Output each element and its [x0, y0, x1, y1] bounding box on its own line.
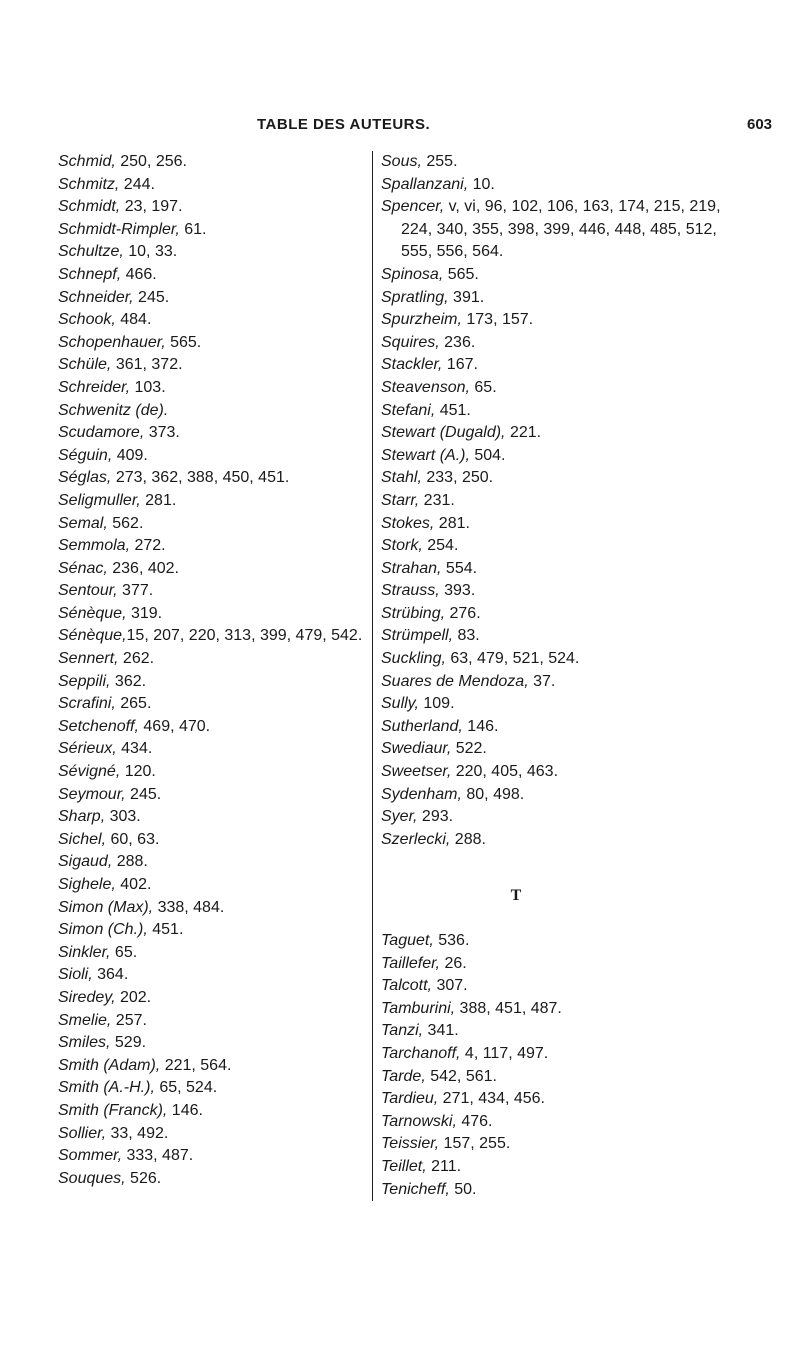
index-entry — [381, 1020, 721, 1043]
index-entry — [58, 693, 368, 716]
author-name: Schmitz, — [58, 175, 120, 193]
author-name: Tardieu, — [381, 1090, 439, 1108]
author-name: Teissier, — [381, 1135, 440, 1153]
author-name: Seymour, — [58, 785, 126, 803]
page-references: 402. — [115, 876, 152, 893]
page-references: 236. — [439, 333, 476, 351]
page-references: 231. — [419, 491, 455, 509]
index-entry — [381, 513, 721, 536]
index-entry — [58, 942, 368, 965]
index-entry — [58, 513, 368, 536]
author-name: Sighele, — [58, 876, 116, 893]
index-entry — [381, 784, 721, 807]
author-name: Tarchanoff, — [381, 1044, 461, 1062]
author-name: Scudamore, — [58, 424, 145, 442]
index-section-t — [381, 930, 721, 1201]
author-name: Taguet, — [381, 932, 434, 949]
page-references: 307. — [432, 977, 468, 995]
author-name: Squires, — [381, 333, 440, 351]
index-entry — [381, 400, 721, 423]
page-references: 362. — [110, 672, 147, 690]
author-name: Tarnowski, — [381, 1112, 457, 1130]
page-references: 388, 451, 487. — [455, 999, 562, 1017]
index-section-s — [381, 151, 721, 851]
author-name: Sénac, — [58, 559, 108, 577]
page-references: 63, 479, 521, 524. — [445, 650, 580, 668]
index-entry — [58, 558, 368, 581]
index-entry — [58, 1100, 368, 1123]
index-entry — [381, 1133, 721, 1156]
author-name: Steavenson, — [381, 378, 470, 396]
index-entry — [58, 897, 368, 920]
author-name: Schopenhauer, — [58, 333, 166, 351]
author-name: Smith (Adam), — [58, 1056, 161, 1074]
page-references: 4, 117, 497. — [460, 1044, 549, 1062]
page-references: 50. — [449, 1180, 477, 1198]
author-name: Schnepf, — [58, 265, 122, 283]
page-references: 37. — [528, 672, 556, 690]
page-references: 65. — [110, 943, 138, 961]
author-name: Séglas, — [58, 469, 112, 487]
author-name: Setchenoff, — [58, 717, 139, 735]
author-name: Schwenitz (de). — [58, 401, 169, 419]
author-name: Tarde, — [381, 1067, 426, 1085]
author-name: Sydenham, — [381, 785, 462, 803]
page-references: 276. — [445, 604, 481, 622]
index-entry — [58, 241, 368, 264]
index-entry — [58, 716, 368, 739]
page-references: 167. — [442, 356, 478, 374]
author-name: Strauss, — [381, 582, 440, 600]
page-references: 33, 492. — [106, 1124, 169, 1142]
author-name: Schultze, — [58, 243, 124, 261]
page-references: 451. — [147, 921, 184, 939]
page-references: 272. — [130, 537, 166, 555]
author-name: Sigaud, — [58, 853, 113, 871]
author-name: Simon (Max), — [58, 898, 154, 916]
index-entry — [381, 953, 721, 976]
index-entry — [381, 467, 721, 490]
index-entry — [58, 1145, 368, 1168]
index-entry — [58, 400, 368, 423]
page-references: 536. — [433, 932, 470, 949]
page-references: 221, 564. — [160, 1056, 232, 1074]
page-references: 364. — [92, 966, 129, 984]
author-name: Sollier, — [58, 1124, 107, 1142]
index-entry — [58, 738, 368, 761]
page-references: 341. — [423, 1022, 459, 1040]
author-name: Sommer, — [58, 1147, 123, 1165]
author-name: Stackler, — [381, 356, 443, 374]
index-entry — [381, 445, 721, 468]
index-entry — [381, 930, 721, 953]
author-name: Sénèque, — [58, 604, 127, 622]
page-references: 255. — [421, 153, 458, 170]
author-name: Sinkler, — [58, 943, 111, 961]
index-entry — [58, 196, 368, 219]
page-references: 65. — [469, 378, 497, 396]
index-entry — [58, 422, 368, 445]
index-entry — [381, 998, 721, 1021]
page-references: 293. — [417, 808, 454, 826]
index-entry — [58, 671, 368, 694]
page-references: 103. — [130, 378, 166, 396]
page-references: 120. — [120, 763, 156, 781]
author-name: Sully, — [381, 695, 419, 713]
index-entry — [58, 625, 368, 648]
index-entry — [58, 1010, 368, 1033]
index-entry — [58, 603, 368, 626]
author-name: Sérieux, — [58, 740, 117, 758]
index-entry — [381, 1088, 721, 1111]
index-entry — [381, 1066, 721, 1089]
running-title: TABLE DES AUTEURS. — [257, 116, 431, 133]
author-name: Sévigné, — [58, 763, 121, 781]
index-column-right — [372, 151, 721, 1201]
index-entry — [58, 377, 368, 400]
page-references: 303. — [105, 808, 141, 826]
page-references: 271, 434, 456. — [438, 1090, 545, 1108]
index-entry — [58, 829, 368, 852]
page-references: 202. — [115, 988, 152, 1006]
author-name: Simon (Ch.), — [58, 921, 148, 939]
page-references: 257. — [111, 1011, 147, 1029]
index-entry — [58, 851, 368, 874]
author-name: Tenicheff, — [381, 1180, 450, 1198]
author-name: Sénèque, — [58, 627, 127, 645]
page-references: 522. — [451, 740, 487, 758]
page-references: 281. — [140, 491, 177, 509]
index-entry — [58, 264, 368, 287]
index-entry — [58, 219, 368, 242]
page-references: 211. — [426, 1157, 462, 1175]
index-entry — [381, 196, 721, 264]
index-entry — [58, 151, 368, 174]
author-name: Spallanzani, — [381, 175, 469, 193]
page-references: 565. — [443, 265, 479, 283]
index-entry — [58, 761, 368, 784]
author-name: Semal, — [58, 514, 108, 532]
page-references: 262. — [118, 650, 155, 668]
author-name: Seligmuller, — [58, 491, 141, 509]
author-name: Schmid, — [58, 153, 116, 170]
page-references: 83. — [453, 627, 480, 645]
page-references: 409. — [112, 446, 148, 464]
index-entry — [58, 174, 368, 197]
index-entry — [58, 806, 368, 829]
index-entry — [58, 919, 368, 942]
index-entry — [58, 874, 368, 897]
index-entry — [381, 1111, 721, 1134]
page-references: 338, 484. — [153, 898, 225, 916]
author-name: Scrafini, — [58, 695, 116, 713]
index-entry — [381, 829, 721, 852]
author-name: Spurzheim, — [381, 311, 462, 329]
page-references: 15, 207, 220, 313, 399, 479, 542. — [126, 627, 363, 645]
index-entry — [381, 535, 721, 558]
author-name: Séguin, — [58, 446, 113, 464]
page-references: 146. — [167, 1101, 203, 1119]
author-name: Smith (A.-H.), — [58, 1079, 155, 1097]
page-references: 391. — [448, 288, 485, 306]
index-entry — [381, 332, 721, 355]
author-name: Talcott, — [381, 977, 432, 995]
page-references: 373. — [144, 424, 180, 442]
page-references: 254. — [422, 537, 459, 555]
page-references: 265. — [115, 695, 152, 713]
page-references: 157, 255. — [439, 1135, 511, 1153]
author-name: Spencer, — [381, 198, 445, 216]
page-references: 466. — [121, 265, 157, 283]
author-name: Schook, — [58, 311, 116, 329]
author-name: Strahan, — [381, 559, 442, 577]
page-references: 60, 63. — [106, 830, 160, 848]
page-references: 80, 498. — [461, 785, 525, 803]
index-entry — [58, 287, 368, 310]
page-references: 361, 372. — [111, 356, 183, 374]
page-references: 554. — [441, 559, 478, 577]
author-name: Stahl, — [381, 469, 422, 487]
index-entry — [381, 558, 721, 581]
page-references: 23, 197. — [120, 198, 183, 216]
page-references: 173, 157. — [461, 311, 534, 329]
index-entry — [381, 422, 721, 445]
author-name: Semmola, — [58, 537, 131, 555]
index-entry — [58, 535, 368, 558]
author-name: Starr, — [381, 491, 420, 509]
page-references: 469, 470. — [138, 717, 211, 735]
index-entry — [58, 964, 368, 987]
author-name: Suares de Mendoza, — [381, 672, 529, 690]
page-references: 109. — [418, 695, 455, 713]
page-references: 61. — [179, 220, 207, 238]
index-entry — [381, 580, 721, 603]
author-name: Tamburini, — [381, 999, 456, 1017]
author-name: Sous, — [381, 153, 422, 170]
index-entry — [58, 1055, 368, 1078]
index-entry — [58, 1077, 368, 1100]
index-entry — [381, 377, 721, 400]
page-references: 451. — [435, 401, 471, 419]
index-entry — [58, 309, 368, 332]
page-references: 333, 487. — [122, 1147, 194, 1165]
index-entry — [58, 1032, 368, 1055]
author-name: Schmidt-Rimpler, — [58, 220, 180, 238]
index-entry — [381, 287, 721, 310]
index-entry — [381, 1179, 721, 1202]
author-name: Tanzi, — [381, 1022, 424, 1040]
index-column-left — [58, 151, 368, 1190]
page-references: 484. — [115, 311, 152, 329]
page-references: 245. — [125, 785, 162, 803]
index-entry — [381, 309, 721, 332]
index-entry — [381, 490, 721, 513]
page-references: 562. — [107, 514, 144, 532]
index-entry — [58, 648, 368, 671]
page-references: 244. — [119, 175, 155, 193]
page-references: 220, 405, 463. — [451, 763, 559, 781]
author-name: Spratling, — [381, 288, 449, 306]
page-references: 10, 33. — [123, 243, 178, 261]
index-entry — [381, 693, 721, 716]
page-references: 233, 250. — [421, 469, 494, 487]
page-references: 529. — [110, 1034, 147, 1052]
author-name: Schmidt, — [58, 198, 121, 216]
index-entry — [58, 987, 368, 1010]
index-entry — [381, 648, 721, 671]
index-entry — [58, 490, 368, 513]
author-name: Smelie, — [58, 1011, 112, 1029]
index-entry — [58, 1123, 368, 1146]
page-references: 565. — [165, 333, 202, 351]
index-entry — [58, 445, 368, 468]
index-entry — [381, 603, 721, 626]
author-name: Seppili, — [58, 672, 111, 690]
page-references: 146. — [462, 717, 499, 735]
index-entry — [381, 806, 721, 829]
author-name: Souques, — [58, 1169, 126, 1187]
index-entry — [381, 1043, 721, 1066]
page-references: 273, 362, 388, 450, 451. — [111, 469, 290, 487]
author-name: Smith (Franck), — [58, 1101, 168, 1119]
index-entry — [381, 625, 721, 648]
author-name: Schreider, — [58, 378, 131, 396]
author-name: Strümpell, — [381, 627, 454, 645]
page-references: 288. — [112, 853, 148, 871]
page-references: 377. — [117, 582, 154, 600]
index-entry — [381, 174, 721, 197]
section-letter-t: T — [510, 887, 522, 905]
index-entry — [381, 761, 721, 784]
page-references: 221. — [505, 424, 542, 442]
index-entry — [58, 784, 368, 807]
author-name: Stewart (A.), — [381, 446, 470, 464]
index-entry — [58, 580, 368, 603]
author-name: Stokes, — [381, 514, 435, 532]
page-references: 10. — [468, 175, 495, 193]
index-entry — [381, 671, 721, 694]
author-name: Sichel, — [58, 830, 107, 848]
author-name: Sutherland, — [381, 717, 463, 735]
author-name: Sentour, — [58, 582, 118, 600]
author-name: Swediaur, — [381, 740, 452, 758]
author-name: Teillet, — [381, 1157, 427, 1175]
page-references: 245. — [133, 288, 170, 306]
page-references: 319. — [126, 604, 163, 622]
author-name: Suckling, — [381, 650, 446, 668]
author-name: Spinosa, — [381, 265, 444, 283]
index-entry — [58, 1168, 368, 1191]
page-references: 288. — [450, 830, 486, 848]
author-name: Siredey, — [58, 988, 116, 1006]
page-references: 250, 256. — [115, 153, 187, 170]
index-entry — [381, 975, 721, 998]
author-name: Szerlecki, — [381, 830, 451, 848]
page-references: 526. — [125, 1169, 162, 1187]
index-entry — [58, 354, 368, 377]
page-number: 603 — [747, 116, 773, 133]
author-name: Stork, — [381, 537, 423, 555]
index-entry — [381, 354, 721, 377]
index-entry — [58, 467, 368, 490]
author-name: Sharp, — [58, 808, 106, 826]
author-name: Schneider, — [58, 288, 134, 306]
page-references: 65, 524. — [154, 1079, 218, 1097]
index-entry — [381, 738, 721, 761]
index-entry — [58, 332, 368, 355]
author-name: Schüle, — [58, 356, 112, 374]
author-name: Syer, — [381, 808, 418, 826]
index-entry — [381, 264, 721, 287]
author-name: Strübing, — [381, 604, 446, 622]
index-entry — [381, 151, 721, 174]
author-name: Smiles, — [58, 1034, 111, 1052]
page-references: 26. — [440, 954, 467, 972]
author-name: Stefani, — [381, 401, 436, 419]
page-references: 434. — [116, 740, 153, 758]
index-entry — [381, 1156, 721, 1179]
page-references: 281. — [434, 514, 470, 532]
author-name: Sweetser, — [381, 763, 452, 781]
author-name: Stewart (Dugald), — [381, 424, 506, 442]
page-references: 504. — [469, 446, 506, 464]
author-name: Sennert, — [58, 650, 119, 668]
page-references: 393. — [439, 582, 476, 600]
page-references: v, vi, 96, 102, 106, 163, 174, 215, 219, 224, 340, 355, 398, 399, 446, 448, 485, 512, 555, 556, 564. — [401, 198, 721, 261]
page-header — [0, 116, 800, 140]
page-references: 542, 561. — [425, 1067, 497, 1085]
author-name: Sioli, — [58, 966, 93, 984]
page-references: 476. — [456, 1112, 493, 1130]
index-entry — [381, 716, 721, 739]
author-name: Taillefer, — [381, 954, 440, 972]
page-references: 236, 402. — [107, 559, 179, 577]
